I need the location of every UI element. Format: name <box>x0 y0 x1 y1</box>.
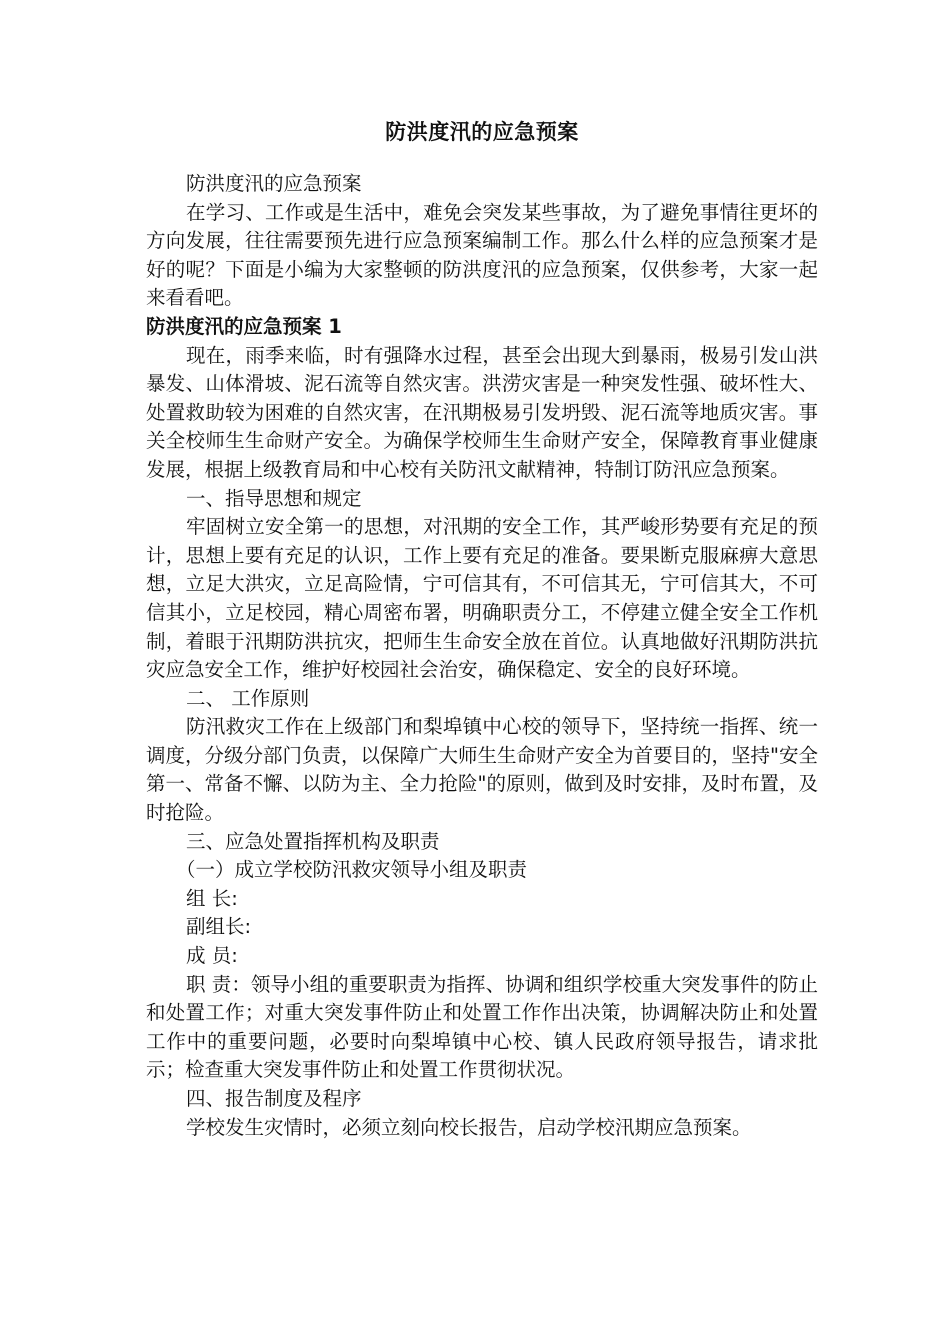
heading-reporting: 四、报告制度及程序 <box>186 1087 362 1110</box>
paragraph-intro: 在学习、工作或是生活中，难免会突发某些事故，为了避免事情往更坏的方向发展，往往需要预先进行应急预案编制工作。那么什么样的应急预案才是好的呢？下面是小编为大家整顿的防洪度汛的应急预案，仅供参考，大家一起来看看吧。 <box>146 200 818 310</box>
document-page <box>146 112 818 1142</box>
heading-leadership-group: （一）成立学校防汛救灾领导小组及职责 <box>176 858 528 882</box>
heading-command-structure: 三、应急处置指挥机构及职责 <box>186 829 440 853</box>
role-deputy-leader: 副组长: <box>186 915 252 939</box>
section-heading-1: 防洪度汛的应急预案 1 <box>146 314 342 338</box>
paragraph-background: 现在，雨季来临，时有强降水过程，甚至会出现大到暴雨，极易引发山洪暴发、山体滑坡、泥石流等自然灾害。洪涝灾害是一种突发性强、破坏性大、处置救助较为困难的自然灾害，在汛期极易引发坍毁、泥石流等地质灾害。事关全校师生生命财产安全。为确保学校师生生命财产安全，保障教育事业健康发展，根据上级教育局和中心校有关防汛文献精神，特制订防汛应急预案。 <box>146 343 818 481</box>
paragraph-subtitle: 防洪度汛的应急预案 <box>186 172 362 195</box>
role-leader: 组 长: <box>186 886 238 910</box>
paragraph-guiding-ideology: 牢固树立安全第一的思想，对汛期的安全工作，其严峻形势要有充足的预计，思想上要有充足的认识，工作上要有充足的准备。要果断克服麻痹大意思想，立足大洪灾，立足高险情，宁可信其有，不可信其无，宁可信其大，不可信其小，立足校园，精心周密布署，明确职责分工，不停建立健全安全工作机制，着眼于汛期防洪抗灾，把师生生命安全放在首位。认真地做好汛期防洪抗灾应急安全工作，维护好校园社会治安，确保稳定、安全的良好环境。 <box>146 515 818 682</box>
paragraph-work-principles: 防汛救灾工作在上级部门和梨埠镇中心校的领导下，坚持统一指挥、统一调度，分级分部门负责，以保障广大师生生命财产安全为首要目的，坚持"安全第一、常备不懈、以防为主、全力抢险"的原则，做到及时安排，及时布置，及时抢险。 <box>146 715 818 825</box>
paragraph-reporting: 学校发生灾情时，必须立刻向校长报告，启动学校汛期应急预案。 <box>186 1115 752 1139</box>
paragraph-duties: 职 责：领导小组的重要职责为指挥、协调和组织学校重大突发事件的防止和处置工作；对重大突发事件防止和处置工作作出决策，协调解决防止和处置工作中的重要问题，必要时向梨埠镇中心校、镇人民政府领导报告，请求批示；检查重大突发事件防止和处置工作贯彻状况。 <box>146 972 818 1082</box>
document-title: 防洪度汛的应急预案 <box>385 120 579 144</box>
heading-work-principles: 二、 工作原则 <box>186 686 310 710</box>
role-members: 成 员: <box>186 944 238 968</box>
heading-guiding-ideology: 一、指导思想和规定 <box>186 486 362 510</box>
